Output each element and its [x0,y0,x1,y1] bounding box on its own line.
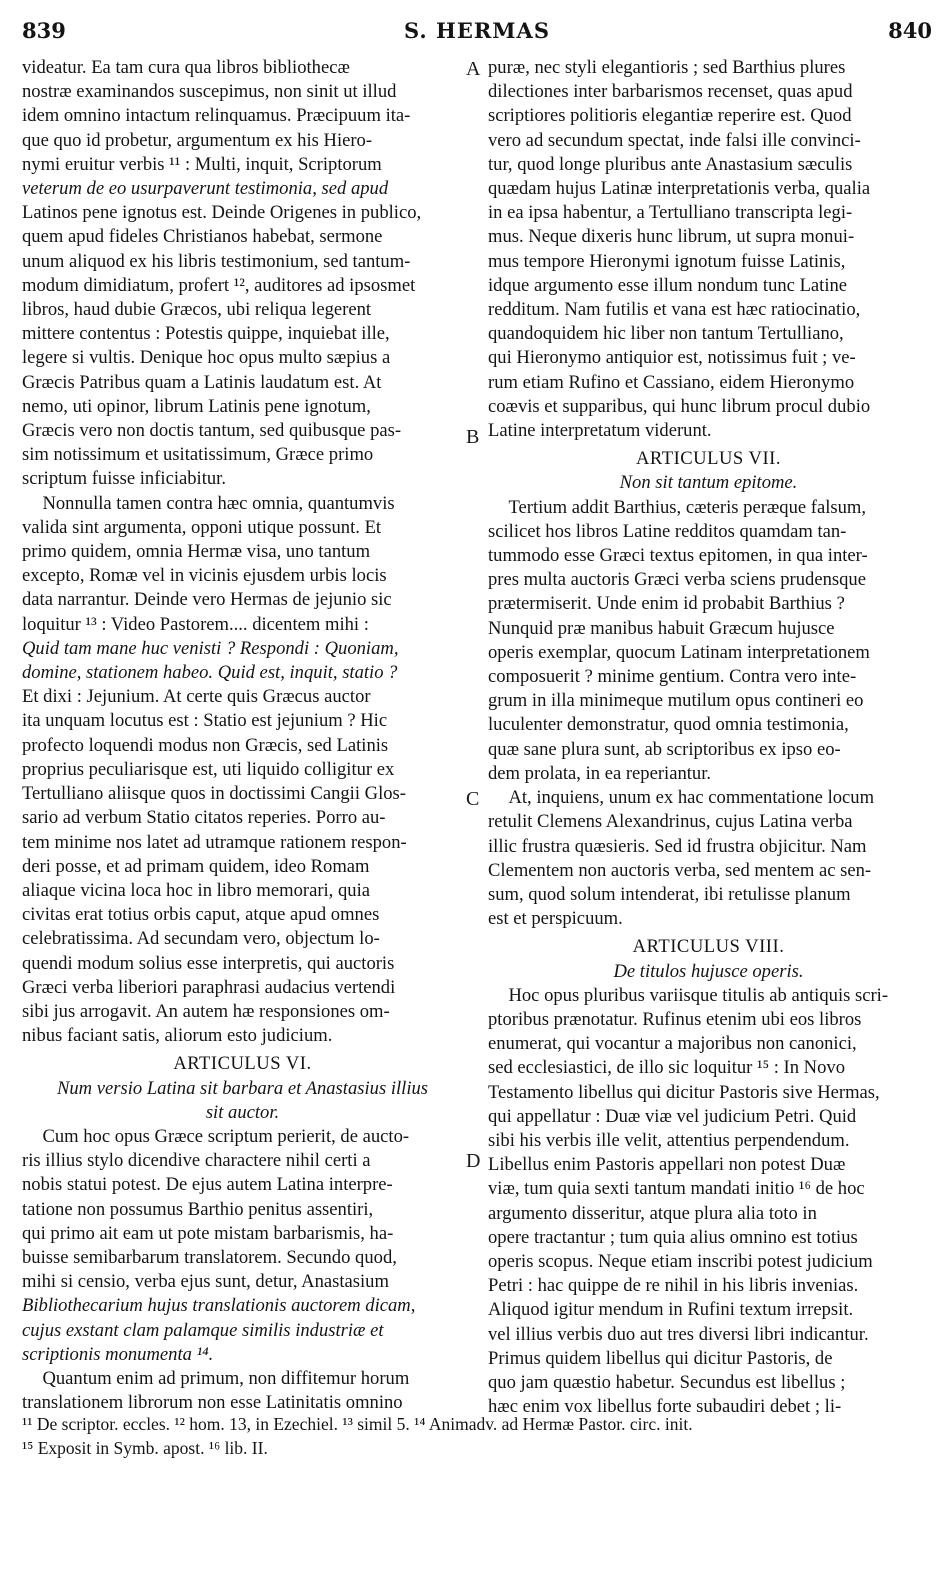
text-line: qui primo ait eam ut pote mistam barbarismis, ha- [22,1222,394,1244]
page-header [22,18,932,50]
text-line: Græcis Patribus quam a Latinis laudatum est. At [22,371,382,393]
text-line: ris illius stylo dicendive charactere nihil certi a [22,1150,371,1172]
text-line: nemo, uti opinor, librum Latinis pene ignotum, [22,395,371,417]
text-line: nostræ examinandos suscepimus, non sinit ut illud [22,81,397,103]
text-line: proprius peculiarisque est, uti liquido colligitur ex [22,758,395,780]
text-line: Aliquod igitur mendum in Rufini textum irrepsit. [488,1299,854,1321]
text-line: vel illius verbis duo aut tres diversi libri indicantur. [488,1323,869,1345]
text-line: Nonnulla tamen contra hæc omnia, quantumvis [42,492,395,514]
text-line: mittere contentus : Potestis quippe, inquiebat ille, [22,323,390,345]
article-6-subheading: Num versio Latina sit barbara et Anastasius illius [56,1077,429,1099]
text-line: translationem librorum non esse Latinitatis omnino [22,1392,403,1414]
text-line: enumerat, qui vocantur a majoribus non canonici, [488,1033,857,1055]
text-line: nibus faciant satis, aliorum esto judicium. [22,1025,333,1047]
text-line: modum dimidiatum, profert ¹², auditores ad ipsosmet [22,274,416,296]
text-line: Et dixi : Jejunium. At certe quis Græcus auctor [22,686,371,708]
text-line: quo jam quæstio habetur. Secundus est libellus ; [488,1371,846,1393]
text-line: idem omnino intactum relinquamus. Præcipuum ita- [22,105,411,127]
text-line: viæ, tum quia sexti tantum mandati initio ¹⁶ de hoc [488,1178,865,1200]
text-line: vero ad secundum spectat, inde falsi ille convinci- [488,129,861,151]
text-line: cujus exstant clam palamque similis industriæ et [22,1319,384,1341]
text-line: Hoc opus pluribus variisque titulis ab antiquis scri- [508,984,889,1006]
right-column [488,56,929,1419]
text-line: Testamento libellus qui dicitur Pastoris sive Hermas, [488,1081,880,1103]
text-line: valida sint argumenta, opponi utique possunt. Et [22,516,382,538]
page-number-right: 840 [888,18,932,43]
text-line: opere tractantur ; tum quia alius omnino est totius [488,1226,858,1248]
text-line: data narrantur. Deinde vero Hermas de jejunio sic [22,589,392,611]
margin-marker-b: B [466,426,480,448]
text-line: sed ecclesiastici, de illo sic loquitur ¹⁵ : In Novo [488,1057,845,1079]
text-line: scriptum fuisse inficiabitur. [22,468,226,490]
footnote-line: ¹⁵ Exposit in Symb. apost. ¹⁶ lib. II. [22,1438,268,1458]
text-line: Petri : hac quippe de re nihil in his libris invenias. [488,1275,859,1297]
text-line: unum aliquod ex his libris testimonium, sed tantum- [22,250,411,272]
text-line: Bibliothecarium hujus translationis auctorem dicam, [22,1295,416,1317]
article-8-subheading: De titulos hujusce operis. [613,960,804,982]
margin-marker-a: A [466,58,481,80]
left-column [22,56,463,1415]
text-line: in ea ipsa habentur, a Tertulliano transcripta legi- [488,202,853,224]
text-line: sario ad verbum Statio citatos reperies. Porro au- [22,807,386,829]
text-line: quæ sane plura sunt, ab scriptoribus ex ipso eo- [488,738,841,760]
text-line: quandoquidem hic liber non tantum Tertulliano, [488,323,844,345]
footnote-line: ¹¹ De scriptor. eccles. ¹² hom. 13, in Ezechiel. ¹³ simil 5. ¹⁴ Animadv. ad Hermæ Pastor. circ. init. [22,1414,693,1434]
text-line: qui Hieronymo antiquior est, notissimus fuit ; ve- [488,347,856,369]
text-line: pres multa auctoris Græci verba sciens prudensque [488,569,866,591]
text-line: qui appellatur : Duæ viæ vel judicium Petri. Quid [488,1105,857,1127]
text-line: nobis statui potest. De ejus autem Latina interpre- [22,1174,393,1196]
text-line: tem minime nos latet ad utramque rationem respon- [22,831,407,853]
text-line: sum, quod solum intenderat, ibi retulisse planum [488,883,851,905]
text-line: primo quidem, omnia Hermæ visa, uno tantum [22,541,371,563]
text-line: Tertulliano aliisque quos in doctissimi Cangii Glos- [22,783,406,805]
text-line: Latine interpretatum viderunt. [488,420,712,442]
text-line: retulit Clemens Alexandrinus, cujus Latina verba [488,811,853,833]
text-line: quendi modum solius esse interpretis, qui auctoris [22,952,395,974]
text-line: mus. Neque dixeris hunc librum, ut supra monui- [488,226,855,248]
text-line: sim notissimum et usitatissimum, Græce primo [22,444,374,466]
text-line: que quo id probetur, argumentum ex his Hiero- [22,129,373,151]
text-line: operis exemplar, quocum Latinam interpretationem [488,641,870,663]
text-line: quem apud fideles Christianos habebat, sermone [22,226,383,248]
text-line: legere si vultis. Denique hoc opus multo sæpius a [22,347,391,369]
article-7-heading: ARTICULUS VII. [636,448,781,470]
article-6-subheading-cont: sit auctor. [205,1101,280,1123]
text-line: grum in illa minimeque mutilum opus contineri eo [488,690,864,712]
right-para-2 [488,496,929,786]
text-line: mus tempore Hieronymi ignotum fuisse Latinis, [488,250,846,272]
text-line: scriptiores politioris elegantiæ reperire est. Quod [488,105,852,127]
left-para-3 [22,1125,463,1367]
text-line: videatur. Ea tam cura qua libros bibliothecæ [22,57,350,78]
text-line: argumento disseritur, atque plura alia toto in [488,1202,817,1224]
text-line: operis scopus. Neque etiam inscribi potest judicium [488,1250,873,1272]
text-line: hæc enim vox libellus forte subaudiri debet ; li- [488,1396,842,1418]
text-line: aliaque vicina loca hoc in libro memorari, quia [22,879,370,901]
text-line: idque argumento esse illum nondum tunc Latine [488,274,848,296]
article-8-heading: ARTICULUS VIII. [632,936,785,958]
text-line: rum etiam Rufino et Cassiano, eidem Hieronymo [488,371,855,393]
left-para-4 [22,1367,463,1415]
text-line: prætermiserit. Unde enim id probabit Barthius ? [488,593,845,615]
text-line: Tertium addit Barthius, cæteris peræque falsum, [508,496,867,518]
article-7-subheading: Non sit tantum epitome. [619,472,798,494]
text-line: At, inquiens, unum ex hac commentatione locum [508,787,875,809]
text-line: coævis et supparibus, qui hunc librum procul dubio [488,395,871,417]
margin-marker-d: D [466,1150,481,1172]
text-line: Libellus enim Pastoris appellari non potest Duæ [488,1154,846,1176]
right-para-4 [488,984,929,1420]
text-line: ptoribus prænotatur. Rufinus etenim ubi eos libros [488,1008,862,1030]
text-line: deri posse, et ad primam quidem, ideo Romam [22,855,370,877]
text-line: redditum. Nam futilis et vana est hæc ratiocinatio, [488,299,861,321]
text-line: Quid tam mane huc venisti ? Respondi : Quoniam, [22,637,399,659]
text-line: Græci verba liberiori paraphrasi audacius vertendi [22,976,396,998]
text-line: puræ, nec styli elegantioris ; sed Barthius plures [488,57,846,78]
text-line: quædam hujus Latinæ interpretationis verba, qualia [488,178,871,200]
text-line: buisse semibarbarum translatorem. Secundo quod, [22,1246,397,1268]
text-line: Primus quidem libellus qui dicitur Pastoris, de [488,1347,833,1369]
text-line: civitas erat totius orbis caput, atque apud omnes [22,904,380,926]
footnotes [22,1412,932,1460]
text-line: Quantum enim ad primum, non diffitemur horum [42,1367,410,1389]
article-6-heading: ARTICULUS VI. [173,1053,312,1075]
running-title: S. HERMAS [403,18,551,43]
right-para-3 [488,786,929,931]
text-line: dem prolata, in ea reperiantur. [488,762,712,784]
text-line: sibi his verbis ille velit, attentius perpendendum. [488,1129,850,1151]
text-line: scilicet hos libros Latine redditos quamdam tan- [488,520,847,542]
text-line: mihi si censio, verba ejus sunt, detur, Anastasium [22,1271,389,1293]
text-line: domine, stationem habeo. Quid est, inquit, statio ? [22,662,398,684]
text-line: loquitur ¹³ : Video Pastorem.... dicentem mihi : [22,613,369,635]
text-line: excepto, Romæ vel in vicinis ejusdem urbis locis [22,565,387,587]
text-line: tatione non possumus Barthio penitus assentiri, [22,1198,374,1220]
text-line: Latinos pene ignotus est. Deinde Origenes in publico, [22,202,422,224]
text-line: est et perspicuum. [488,908,623,930]
left-para-2 [22,492,463,1049]
text-line: scriptionis monumenta ¹⁴. [22,1343,214,1365]
text-line: nymi eruitur verbis ¹¹ : Multi, inquit, Scriptorum [22,153,382,175]
text-line: profecto loquendi modus non Græcis, sed Latinis [22,734,389,756]
right-para-1 [488,56,929,443]
text-line: sibi jus arrogavit. An autem hæ responsiones om- [22,1000,390,1022]
text-line: Nunquid præ manibus habuit Græcum hujusce [488,617,835,639]
page-number-left: 839 [22,18,66,43]
text-line: tummodo esse Græci textus epitomen, in qua inter- [488,545,868,567]
left-para-1 [22,56,463,492]
text-line: Clementem non auctoris verba, sed mentem ac sen- [488,859,872,881]
margin-marker-c: C [466,788,480,810]
text-line: luculenter demonstratur, quod omnia testimonia, [488,714,849,736]
text-line: composuerit ? minime gentium. Contra vero inte- [488,666,857,688]
text-line: veterum de eo usurpaverunt testimonia, sed apud [22,178,389,200]
text-line: celebratissima. Ad secundam vero, objectum lo- [22,928,380,950]
text-line: ita unquam locutus est : Statio est jejunium ? Hic [22,710,388,732]
text-line: dilectiones inter barbarismos recenset, quas apud [488,81,853,103]
text-line: Cum hoc opus Græce scriptum perierit, de aucto- [42,1125,410,1147]
text-line: libros, haud dubie Græcos, ubi reliqua legerent [22,299,372,321]
text-line: Græcis vero non doctis tantum, sed quibusque pas- [22,420,402,442]
text-line: tur, quod longe pluribus ante Anastasium sæculis [488,153,853,175]
text-line: illic frustra quæsieris. Sed id frustra objicitur. Nam [488,835,867,857]
